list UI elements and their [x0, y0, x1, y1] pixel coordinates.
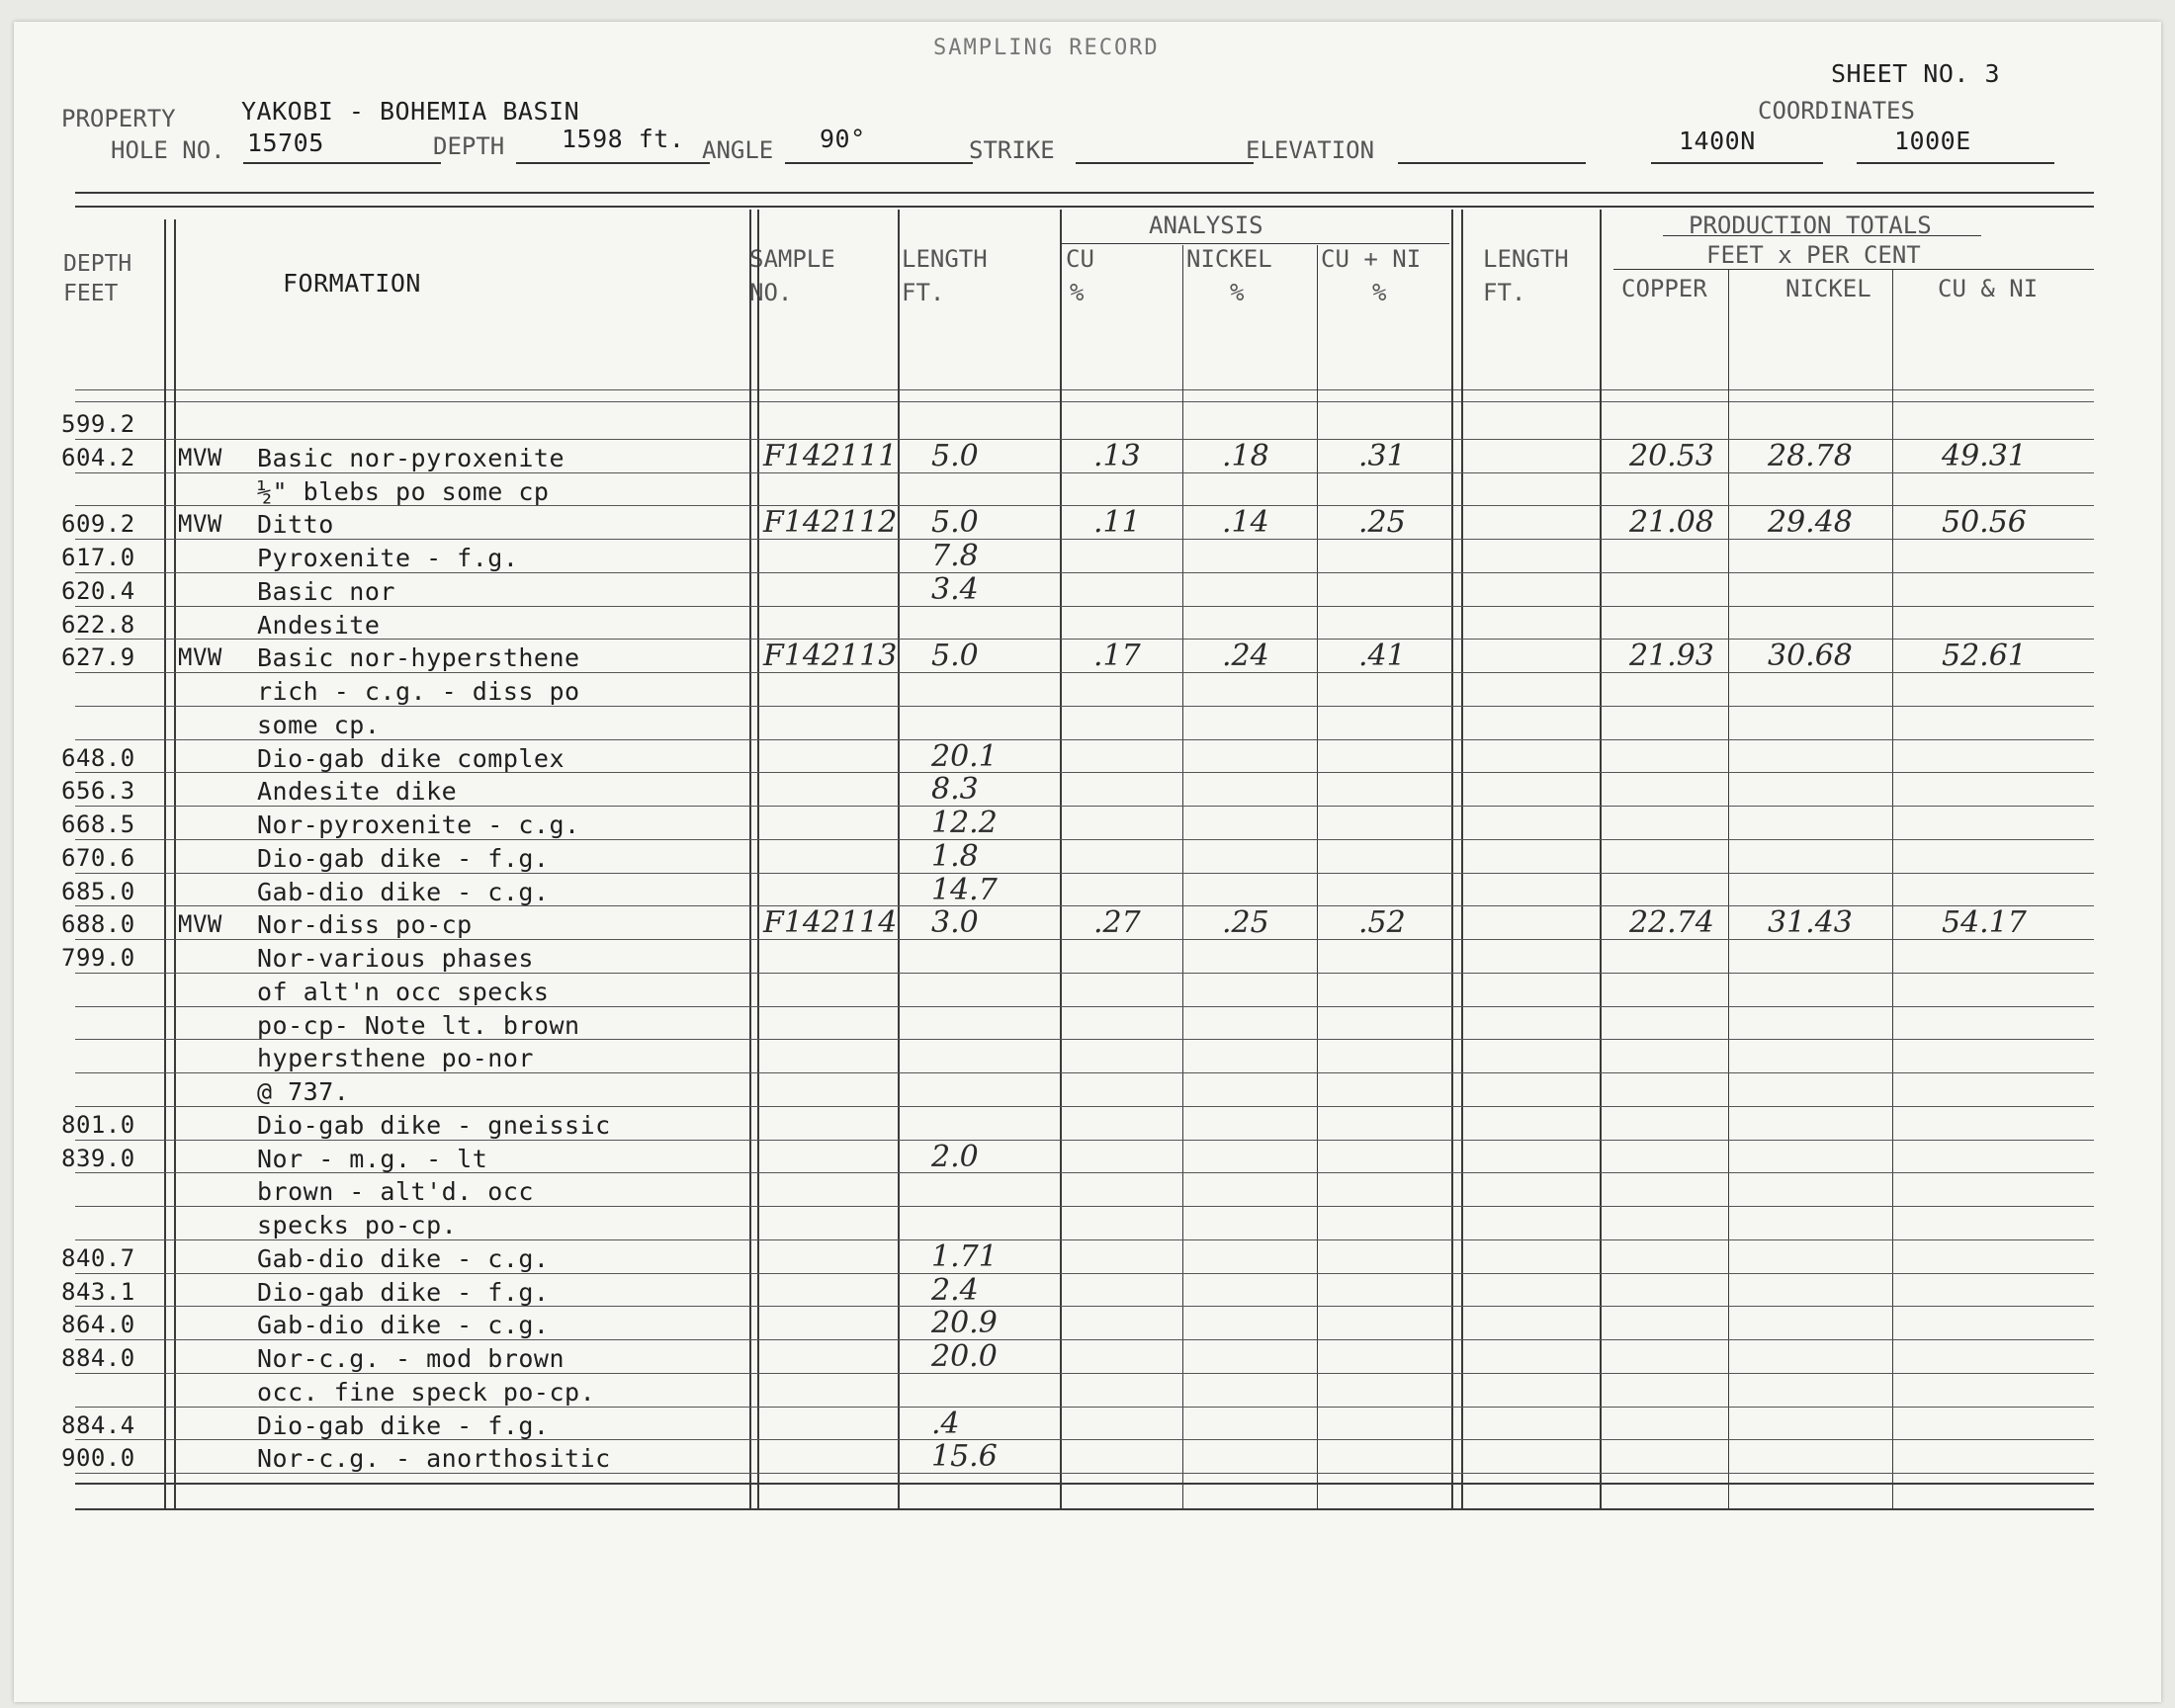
- cell-formation: Nor-pyroxenite - c.g.: [257, 811, 580, 839]
- cell-sample-no: F142111: [763, 438, 898, 473]
- cell-length: 20.0: [931, 1339, 998, 1374]
- cell-cu-pct: .11: [1093, 505, 1141, 541]
- col-header-nickel: NICKEL: [1186, 245, 1272, 273]
- cell-length: 5.0: [931, 639, 979, 674]
- cell-formation: some cp.: [257, 710, 381, 739]
- cell-length: 5.0: [931, 438, 979, 473]
- col-header-length-ft: FT.: [902, 279, 945, 306]
- col-header-nickel-pct: %: [1230, 279, 1245, 306]
- cell-formation: Pyroxenite - f.g.: [257, 544, 519, 572]
- cell-cuni-pct: .31: [1358, 438, 1406, 473]
- cell-depth: 670.6: [61, 843, 135, 872]
- cell-code: MVW: [178, 910, 222, 939]
- cell-length: 8.3: [931, 772, 979, 808]
- elevation-label: ELEVATION: [1246, 136, 1375, 164]
- angle-label: ANGLE: [702, 136, 774, 164]
- cell-prod-cuni: 49.31: [1942, 438, 2027, 473]
- cell-formation: Gab-dio dike - c.g.: [257, 877, 550, 906]
- cell-nickel-pct: .25: [1222, 905, 1269, 941]
- cell-prod-copper: 20.53: [1629, 438, 1714, 473]
- cell-prod-cuni: 52.61: [1942, 639, 2027, 674]
- cell-length: 20.9: [931, 1306, 998, 1341]
- cell-depth: 620.4: [61, 576, 135, 605]
- cell-length: .4: [931, 1406, 960, 1441]
- cell-length: 5.0: [931, 505, 979, 541]
- cell-formation: Basic nor-hypersthene: [257, 643, 580, 673]
- cell-depth: 656.3: [61, 777, 135, 806]
- cell-cu-pct: .17: [1093, 639, 1141, 674]
- col-header-production-totals: PRODUCTION TOTALS: [1689, 212, 1932, 239]
- cell-length: 7.8: [931, 539, 979, 573]
- col-header-sample: SAMPLE: [749, 245, 835, 273]
- cell-depth: 627.9: [61, 643, 135, 672]
- cell-length: 3.4: [931, 571, 979, 607]
- cell-formation: Basic nor-pyroxenite: [257, 443, 566, 472]
- cell-depth: 843.1: [61, 1277, 135, 1306]
- cell-cuni-pct: .41: [1358, 639, 1406, 674]
- cell-formation: Nor-various phases: [257, 944, 534, 973]
- cell-sample-no: F142114: [763, 905, 898, 941]
- cell-prod-cuni: 50.56: [1942, 505, 2027, 541]
- cell-prod-cuni: 54.17: [1942, 905, 2027, 941]
- cell-formation: Nor-diss po-cp: [257, 910, 473, 940]
- cell-code: MVW: [178, 643, 222, 672]
- cell-depth: 668.5: [61, 811, 135, 838]
- col-header-sample-no: NO.: [749, 279, 793, 306]
- cell-depth: 839.0: [61, 1144, 135, 1172]
- cell-depth: 884.0: [61, 1344, 135, 1372]
- cell-length: 2.0: [931, 1139, 979, 1174]
- col-header-length2-ft: FT.: [1483, 279, 1526, 306]
- cell-formation: rich - c.g. - diss po: [257, 677, 580, 706]
- cell-formation: Dio-gab dike - f.g.: [257, 843, 550, 873]
- cell-cu-pct: .27: [1093, 905, 1141, 941]
- cell-prod-copper: 22.74: [1629, 905, 1714, 941]
- cell-length: 3.0: [931, 905, 979, 941]
- cell-formation: Gab-dio dike - c.g.: [257, 1243, 550, 1273]
- cell-depth: 688.0: [61, 910, 135, 939]
- cell-prod-nickel: 30.68: [1768, 639, 1853, 674]
- cell-prod-nickel: 29.48: [1768, 505, 1853, 541]
- record-sheet: [14, 22, 2161, 1702]
- col-header-depth: DEPTH: [63, 251, 132, 277]
- cell-depth: 864.0: [61, 1311, 135, 1339]
- cell-formation: occ. fine speck po-cp.: [257, 1377, 596, 1407]
- cell-prod-nickel: 31.43: [1768, 905, 1853, 941]
- cell-depth: 685.0: [61, 877, 135, 905]
- cell-depth: 599.2: [61, 410, 135, 438]
- cell-formation: Dio-gab dike - f.g.: [257, 1277, 550, 1307]
- col-header-formation: FORMATION: [283, 269, 421, 298]
- cell-length: 1.71: [931, 1238, 998, 1274]
- cell-formation: Dio-gab dike complex: [257, 743, 566, 773]
- depth-value: 1598 ft.: [562, 125, 685, 153]
- cell-formation: hypersthene po-nor: [257, 1044, 534, 1073]
- cell-sample-no: F142113: [763, 639, 898, 674]
- col-header-cu-and-ni: CU & NI: [1938, 275, 2039, 302]
- property-label: PROPERTY: [61, 105, 176, 132]
- cell-formation: po-cp- Note lt. brown: [257, 1010, 580, 1040]
- cell-cuni-pct: .25: [1358, 505, 1406, 541]
- cell-prod-copper: 21.93: [1629, 639, 1714, 674]
- col-header-length: LENGTH: [902, 245, 988, 273]
- coordinate-north: 1400N: [1679, 127, 1756, 155]
- cell-formation: brown - alt'd. occ: [257, 1177, 534, 1207]
- col-header-analysis: ANALYSIS: [1149, 212, 1263, 239]
- coordinates-label: COORDINATES: [1758, 97, 1915, 125]
- cell-formation: Andesite dike: [257, 777, 458, 807]
- col-header-feet: FEET: [63, 281, 119, 306]
- cell-formation: Basic nor: [257, 576, 395, 606]
- cell-nickel-pct: .18: [1222, 438, 1269, 473]
- cell-formation: Dio-gab dike - gneissic: [257, 1110, 611, 1140]
- cell-depth: 604.2: [61, 443, 135, 471]
- cell-formation: Gab-dio dike - c.g.: [257, 1311, 550, 1340]
- col-header-copper: COPPER: [1621, 275, 1707, 302]
- cell-formation: Andesite: [257, 610, 381, 640]
- cell-formation: @ 737.: [257, 1077, 350, 1106]
- cell-cuni-pct: .52: [1358, 905, 1406, 941]
- cell-formation: Nor-c.g. - mod brown: [257, 1344, 566, 1373]
- cell-depth: 622.8: [61, 610, 135, 639]
- cell-depth: 900.0: [61, 1444, 135, 1473]
- cell-code: MVW: [178, 510, 222, 539]
- cell-formation: ½" blebs po some cp: [257, 476, 550, 506]
- strike-label: STRIKE: [969, 136, 1055, 164]
- cell-formation: of alt'n occ specks: [257, 977, 550, 1006]
- cell-formation: Dio-gab dike - f.g.: [257, 1410, 550, 1440]
- depth-label: DEPTH: [433, 132, 505, 160]
- cell-length: 12.2: [931, 806, 998, 840]
- cell-sample-no: F142112: [763, 505, 898, 541]
- cell-length: 14.7: [931, 872, 998, 907]
- col-header-cu-pct: %: [1070, 279, 1085, 306]
- col-header-feet-x-pct: FEET x PER CENT: [1706, 241, 1921, 269]
- sheet-number: SHEET NO. 3: [1831, 59, 2001, 88]
- col-header-cu: CU: [1066, 245, 1094, 273]
- cell-length: 15.6: [931, 1439, 998, 1475]
- cell-depth: 801.0: [61, 1110, 135, 1139]
- cell-formation: Nor-c.g. - anorthositic: [257, 1444, 611, 1474]
- cell-nickel-pct: .24: [1222, 639, 1269, 674]
- cell-prod-nickel: 28.78: [1768, 438, 1853, 473]
- col-header-nickel2: NICKEL: [1785, 275, 1871, 302]
- cell-length: 20.1: [931, 738, 998, 774]
- coordinate-east: 1000E: [1894, 127, 1971, 155]
- cell-depth: 609.2: [61, 510, 135, 539]
- angle-value: 90°: [820, 125, 866, 153]
- cell-depth: 799.0: [61, 944, 135, 972]
- cell-code: MVW: [178, 443, 222, 471]
- col-header-cuni: CU + NI: [1321, 245, 1422, 273]
- cell-length: 1.8: [931, 838, 979, 874]
- cell-nickel-pct: .14: [1222, 505, 1269, 541]
- form-title: SAMPLING RECORD: [933, 36, 1160, 60]
- cell-formation: Ditto: [257, 510, 334, 540]
- row-divider: [75, 1106, 2094, 1107]
- cell-length: 2.4: [931, 1272, 979, 1308]
- cell-formation: Nor - m.g. - lt: [257, 1144, 488, 1173]
- cell-cu-pct: .13: [1093, 438, 1141, 473]
- col-header-length2: LENGTH: [1483, 245, 1569, 273]
- cell-formation: specks po-cp.: [257, 1211, 458, 1239]
- hole-value: 15705: [247, 128, 324, 157]
- cell-depth: 648.0: [61, 743, 135, 772]
- property-value: YAKOBI - BOHEMIA BASIN: [241, 97, 580, 126]
- cell-depth: 617.0: [61, 544, 135, 571]
- cell-prod-copper: 21.08: [1629, 505, 1714, 541]
- col-header-cuni-pct: %: [1372, 279, 1387, 306]
- hole-label: HOLE NO.: [111, 136, 225, 164]
- cell-depth: 884.4: [61, 1410, 135, 1439]
- cell-depth: 840.7: [61, 1243, 135, 1272]
